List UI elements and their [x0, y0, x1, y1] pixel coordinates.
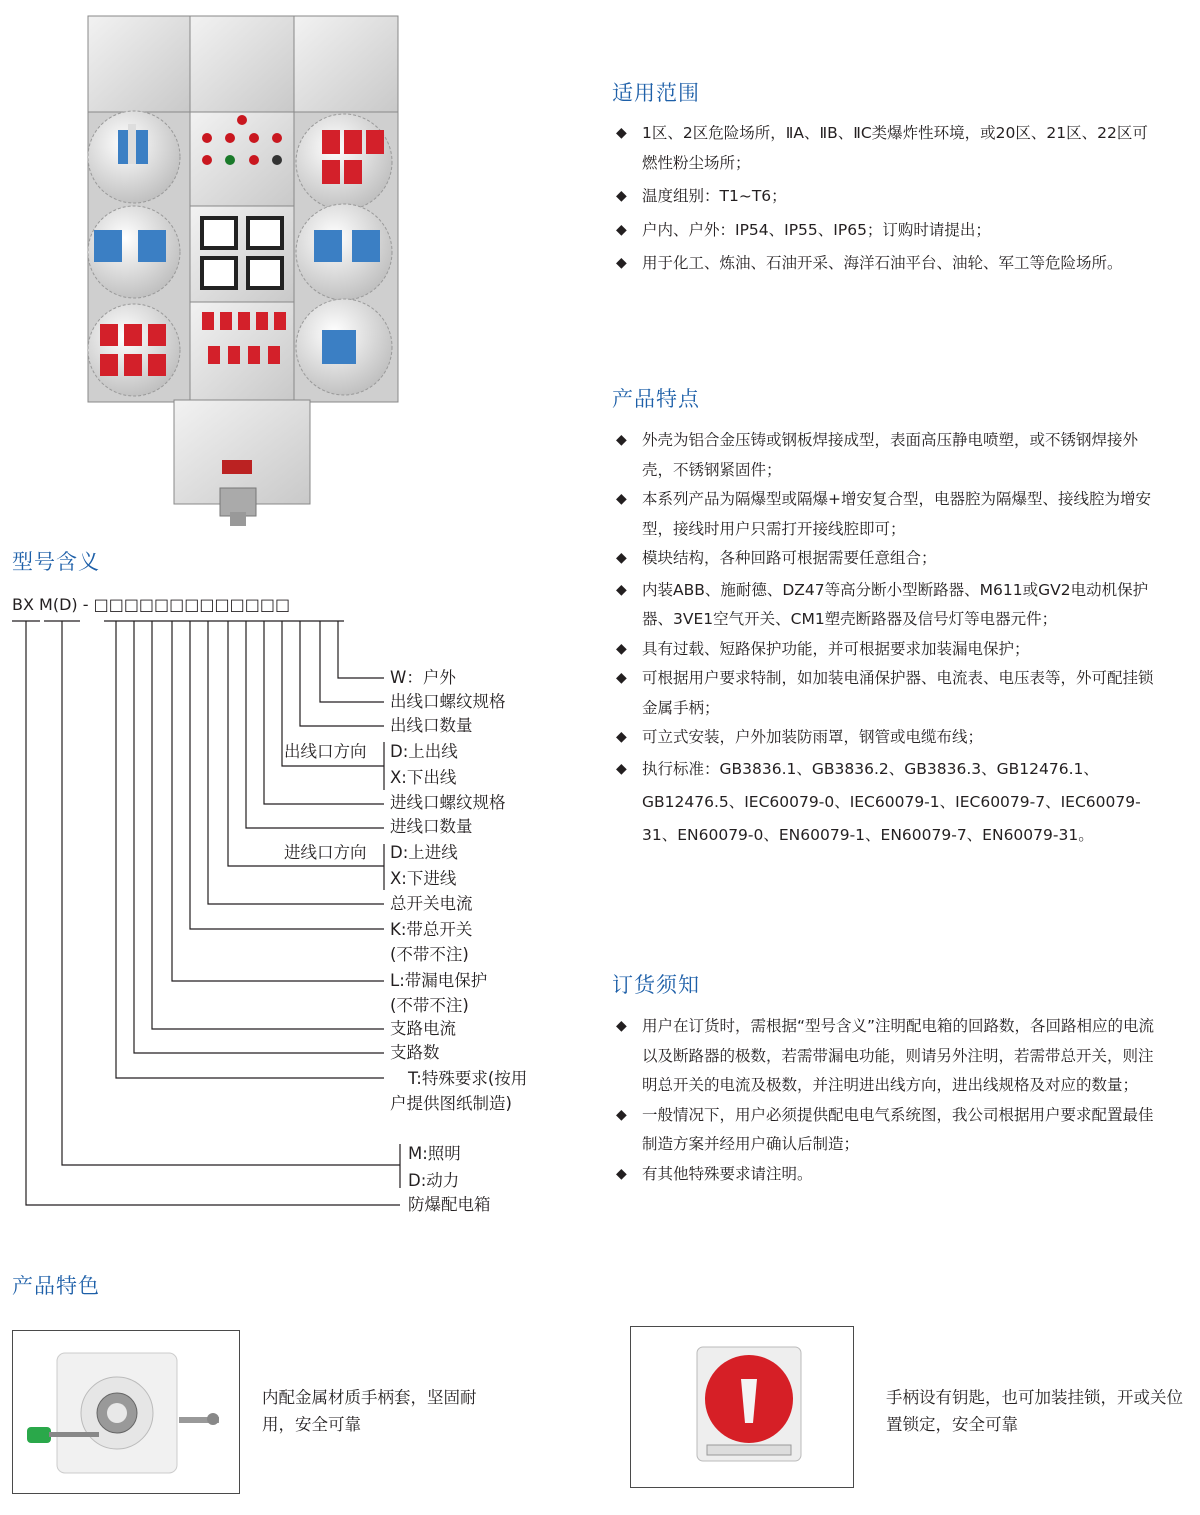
handle-sleeve-caption: 内配金属材质手柄套，坚固耐用，安全可靠: [262, 1388, 477, 1434]
model-title: 型号含义: [12, 550, 100, 574]
list-item: ◆ 具有过载、短路保护功能，并可根据要求加装漏电保护；: [616, 635, 1156, 665]
label-special-note: 户提供图纸制造): [390, 1094, 512, 1113]
features-list: [616, 426, 1156, 852]
list-item: ◆ 温度组别：T1~T6；: [616, 182, 1156, 212]
ordering-list: [616, 1012, 1156, 1189]
list-item: ◆ 可根据用户要求特制，如加装电涌保护器、电流表、电压表等，外可配挂锁金属手柄；: [616, 664, 1156, 723]
label-main-switch: K:带总开关: [390, 920, 473, 939]
label-in-down: X:下进线: [390, 869, 457, 888]
list-item: ◆ 执行标准：GB3836.1、GB3836.2、GB3836.3、GB12476.1、GB12476.5、IEC60079-0、IEC60079-1、IEC60079-7、IEC60079-31、EN60079-0、EN60079-1、EN60079-7、EN60079-31。: [616, 753, 1156, 852]
label-main-current: 总开关电流: [390, 894, 473, 913]
label-in-direction: 进线口方向: [284, 843, 367, 862]
label-outdoor: W：户外: [390, 668, 456, 687]
key-lock-icon: [631, 1327, 853, 1487]
label-in-up: D:上进线: [390, 843, 458, 862]
label-branch-current: 支路电流: [390, 1019, 456, 1038]
handle-sleeve-icon: [13, 1331, 239, 1493]
label-out-up: D:上出线: [390, 742, 458, 761]
features-title: 产品特点: [612, 387, 700, 411]
list-item: ◆ 一般情况下，用户必须提供配电电气系统图，我公司根据用户要求配置最佳制造方案并经用户确认后制造；: [616, 1101, 1156, 1160]
scope-title: 适用范围: [612, 81, 700, 105]
label-power: D:动力: [408, 1171, 460, 1190]
label-in-thread: 进线口螺纹规格: [390, 793, 506, 812]
list-item: ◆ 可立式安装，户外加装防雨罩，钢管或电缆布线；: [616, 723, 1156, 753]
highlights-title: 产品特色: [12, 1274, 100, 1298]
label-explosion-proof-box: 防爆配电箱: [408, 1195, 491, 1214]
model-diagram-lines: [0, 0, 600, 1240]
list-item: ◆ 1区、2区危险场所，ⅡA、ⅡB、ⅡC类爆炸性环境，或20区、21区、22区可燃性粉尘场所；: [616, 119, 1156, 178]
label-main-switch-note: (不带不注): [390, 945, 469, 964]
key-lock-caption: 手柄设有钥匙，也可加装挂锁，开或关位置锁定，安全可靠: [886, 1388, 1183, 1434]
handle-sleeve-photo: [12, 1330, 240, 1494]
list-item: ◆ 内装ABB、施耐德、DZ47等高分断小型断路器、M611或GV2电动机保护器、3VE1空气开关、CM1塑壳断路器及信号灯等电器元件；: [616, 576, 1156, 635]
label-branch-count: 支路数: [390, 1043, 440, 1062]
label-out-down: X:下出线: [390, 768, 457, 787]
label-in-count: 进线口数量: [390, 817, 473, 836]
list-item: ◆ 有其他特殊要求请注明。: [616, 1160, 1156, 1190]
list-item: ◆ 本系列产品为隔爆型或隔爆+增安复合型，电器腔为隔爆型、接线腔为增安型，接线时用户只需打开接线腔即可；: [616, 485, 1156, 544]
list-item: ◆ 用户在订货时，需根据“型号含义”注明配电箱的回路数，各回路相应的电流以及断路器的极数，若需带漏电功能，则请另外注明，若需带总开关，则注明总开关的电流及极数，并注明进出线方向，进出线规格及对应的数量；: [616, 1012, 1156, 1101]
list-item: ◆ 用于化工、炼油、石油开采、海洋石油平台、油轮、军工等危险场所。: [616, 249, 1156, 279]
label-leakage: L:带漏电保护: [390, 971, 488, 990]
list-item: ◆ 外壳为铝合金压铸或钢板焊接成型，表面高压静电喷塑，或不锈钢焊接外壳，不锈钢紧固件；: [616, 426, 1156, 485]
label-special: T:特殊要求(按用: [408, 1069, 528, 1088]
scope-list: [616, 119, 1156, 279]
list-item: ◆ 户内、户外：IP54、IP55、IP65；订购时请提出；: [616, 216, 1156, 246]
label-lighting: M:照明: [408, 1144, 461, 1163]
label-leakage-note: (不带不注): [390, 996, 469, 1015]
label-out-count: 出线口数量: [390, 716, 473, 735]
model-code: BX M(D) - □□□□□□□□□□□□□: [12, 595, 291, 614]
ordering-title: 订货须知: [612, 973, 700, 997]
key-lock-photo: [630, 1326, 854, 1488]
label-out-direction: 出线口方向: [284, 742, 367, 761]
label-out-thread: 出线口螺纹规格: [390, 692, 506, 711]
list-item: ◆ 模块结构，各种回路可根据需要任意组合；: [616, 544, 1156, 574]
